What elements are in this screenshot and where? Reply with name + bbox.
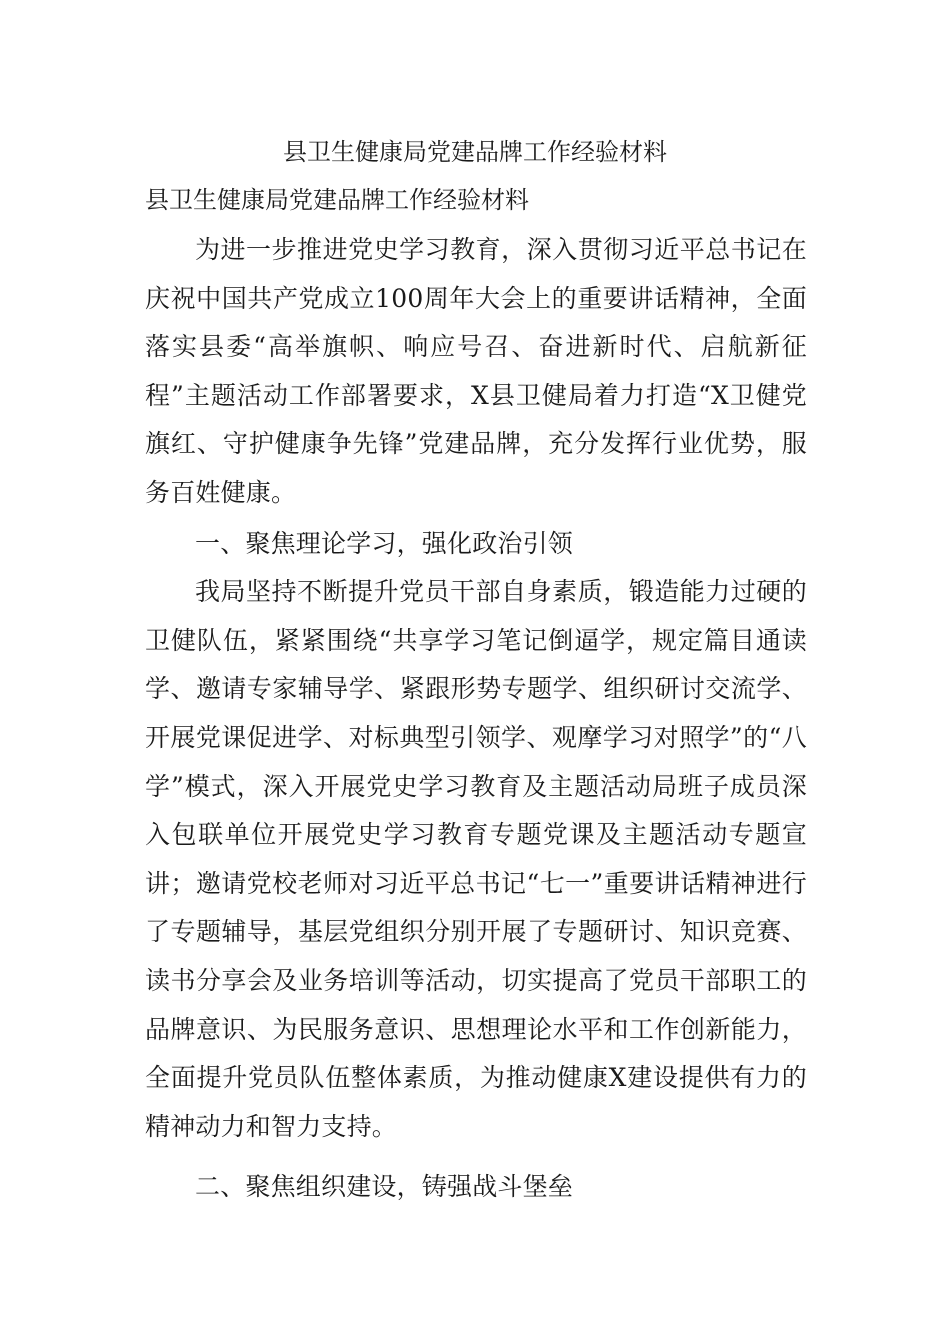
section-heading-1: 一、聚焦理论学习，强化政治引领 xyxy=(195,528,574,558)
intro-paragraph: 为进一步推进党史学习教育，深入贯彻习近平总书记在庆祝中国共产党成立100周年大会上的重要讲话精神，全面落实县委“高举旗帜、响应号召、奋进新时代、启航新征程”主题活动工作部署要求，X县卫健局着力打造“X卫健党旗红、守护健康争先锋”党建品牌，充分发挥行业优势，服务百姓健康。 xyxy=(145,235,807,507)
document-body xyxy=(145,226,807,1212)
section-1-paragraph: 我局坚持不断提升党员干部自身素质，锻造能力过硬的卫健队伍，紧紧围绕“共享学习笔记倒逼学，规定篇目通读学、邀请专家辅导学、紧跟形势专题学、组织研讨交流学、开展党课促进学、对标典型引领学、观摩学习对照学”的“八学”模式，深入开展党史学习教育及主题活动局班子成员深入包联单位开展党史学习教育专题党课及主题活动专题宣讲；邀请党校老师对习近平总书记“七一”重要讲话精神进行了专题辅导，基层党组织分别开展了专题研讨、知识竞赛、读书分享会及业务培训等活动，切实提高了党员干部职工的品牌意识、为民服务意识、思想理论水平和工作创新能力，全面提升党员队伍整体素质，为推动健康X建设提供有力的精神动力和智力支持。 xyxy=(145,577,807,1141)
document-title: 县卫生健康局党建品牌工作经验材料 xyxy=(283,138,667,166)
document-subtitle: 县卫生健康局党建品牌工作经验材料 xyxy=(145,186,529,214)
section-heading-2: 二、聚焦组织建设，铸强战斗堡垒 xyxy=(195,1172,574,1202)
